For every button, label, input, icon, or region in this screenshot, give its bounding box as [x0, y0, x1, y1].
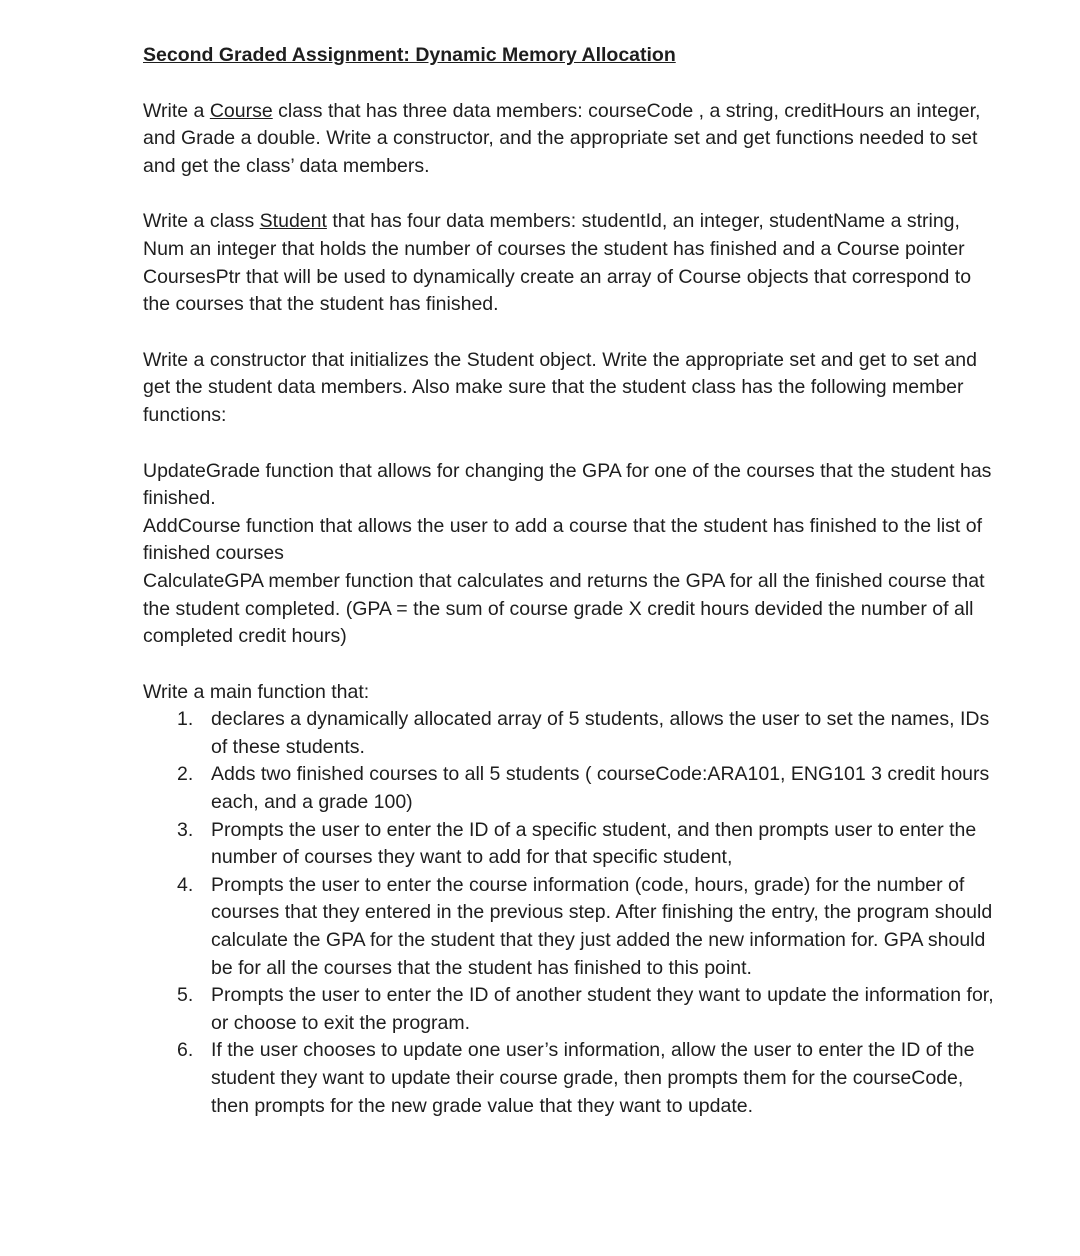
main-steps-list — [143, 706, 1003, 1120]
step-text: Adds two finished courses to all 5 students ( courseCode:ARA101, ENG101 3 credit hours each, and a grade 100) — [211, 763, 990, 814]
list-item — [177, 706, 1003, 761]
course-class-intro: Write a — [143, 99, 210, 122]
step-text: If the user chooses to update one user’s information, allow the user to enter the ID of the student they want to update their course grade, then prompts them for the courseCode, then prompts for the new grade value that they want to update. — [211, 1039, 975, 1117]
step-number: 5. — [177, 984, 194, 1007]
step-text: Prompts the user to enter the ID of another student they want to update the information for, or choose to exit the program. — [211, 984, 994, 1034]
calculate-gpa-function: CalculateGPA member function that calculates and returns the GPA for all the finished course that the student completed. (GPA = the sum of course grade X credit hours devided the number of all completed credit hours) — [143, 569, 985, 648]
document-title: Second Graded Assignment: Dynamic Memory Allocation — [143, 44, 676, 66]
list-item — [177, 1037, 1003, 1120]
update-grade-function: UpdateGrade function that allows for changing the GPA for one of the courses that the student has finished. — [143, 459, 992, 510]
step-number: 3. — [177, 818, 194, 841]
document-body — [143, 42, 1003, 1120]
student-class-name: Student — [259, 210, 327, 233]
constructor-paragraph: Write a constructor that initializes the Student object. Write the appropriate set and get to set and get the student data members. Also make sure that the student class has the following member functions: — [143, 348, 977, 426]
step-text: declares a dynamically allocated array of 5 students, allows the user to set the names, IDs of these students. — [211, 708, 990, 758]
step-number: 6. — [177, 1039, 194, 1062]
list-item — [177, 982, 1003, 1037]
course-class-description: class that has three data members: courseCode , a string, creditHours an integer, and Grade a double. Write a constructor, and the appropriate set and get functions needed to set and get the class’ data members. — [143, 99, 981, 177]
step-number: 4. — [177, 873, 194, 896]
step-text: Prompts the user to enter the ID of a specific student, and then prompts user to enter the number of courses they want to add for that specific student, — [211, 818, 977, 869]
main-function-intro: Write a main function that: — [143, 680, 370, 703]
list-item — [177, 872, 1003, 982]
student-class-description: that has four data members: studentId, an integer, studentName a string, Num an integer that holds the number of courses the student has finished and a Course pointer CoursesPtr that will be used to dynamically create an array of Course objects that correspond to the courses that the student has finished. — [143, 210, 972, 316]
list-item — [177, 761, 1003, 816]
step-text: Prompts the user to enter the course information (code, hours, grade) for the number of courses that they entered in the previous step. After finishing the entry, the program should calculate the GPA for the student that they just added the new information for. GPA should be for all the courses that the student has finished to this point. — [211, 873, 993, 979]
course-class-paragraph — [143, 98, 1003, 181]
step-number: 1. — [177, 708, 194, 731]
step-number: 2. — [177, 763, 194, 786]
list-item — [177, 817, 1003, 872]
course-class-name: Course — [209, 99, 273, 122]
student-class-paragraph — [143, 208, 1003, 318]
add-course-function: AddCourse function that allows the user to add a course that the student has finished to the list of finished courses — [143, 514, 983, 565]
student-class-intro: Write a class — [143, 210, 260, 233]
